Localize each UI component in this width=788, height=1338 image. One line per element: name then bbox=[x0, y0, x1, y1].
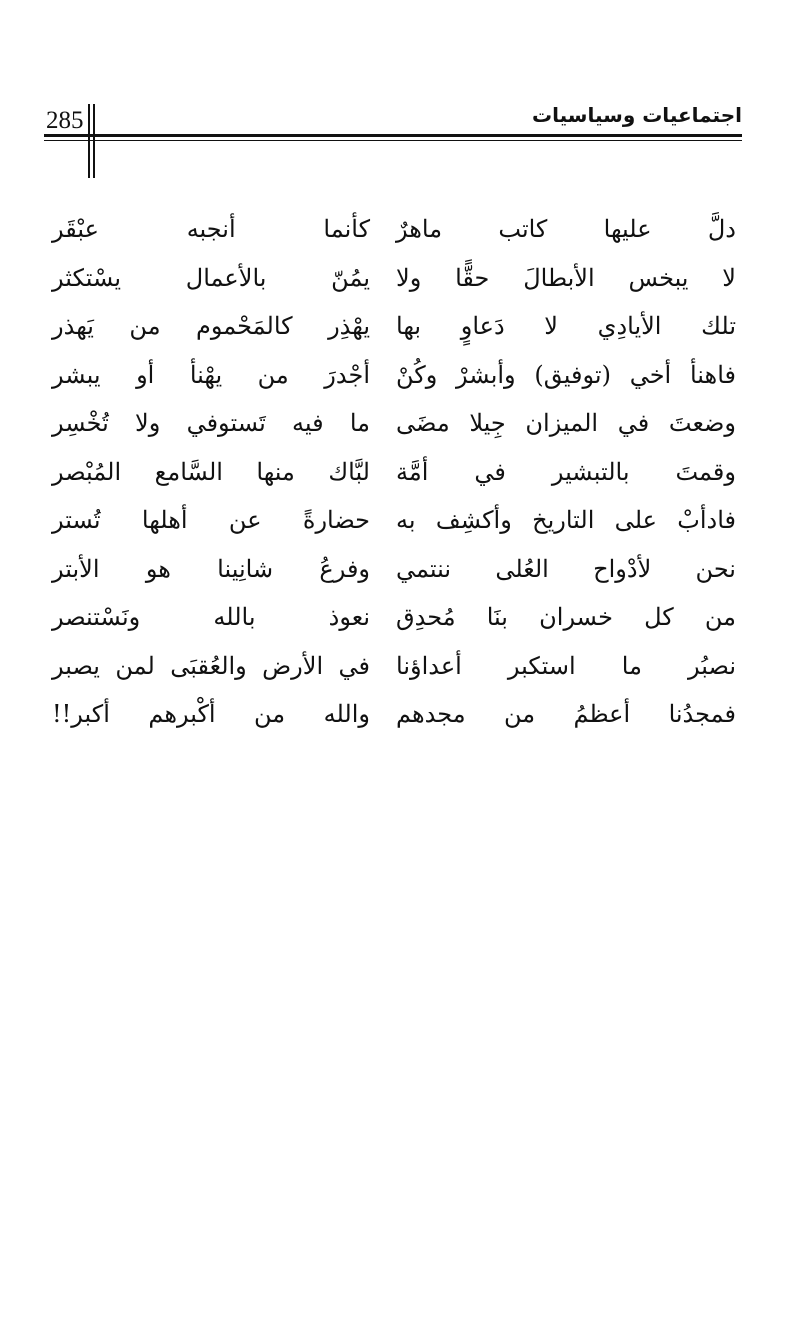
verse-first-hemistich: لا يبخس الأبطالَ حقًّا ولا bbox=[396, 263, 736, 292]
verse-first-hemistich: دلَّ عليها كاتب ماهرٌ bbox=[396, 215, 736, 243]
verse-second-hemistich: يهْذِر كالمَحْموم من يَهذر bbox=[52, 312, 370, 340]
verse-first-hemistich: فاهنأ أخي (توفيق) وأبشرْ وكُنْ bbox=[396, 360, 736, 389]
verse-first-hemistich: وقمتَ بالتبشير في أمَّة bbox=[396, 457, 736, 486]
verse-second-hemistich: حضارةً عن أهلها تُستر bbox=[52, 506, 370, 534]
verse-second-hemistich: لبَّاك منها السَّامع المُبْصر bbox=[52, 457, 370, 486]
verse-second-hemistich: نعوذ بالله ونَسْتنصر bbox=[52, 603, 370, 631]
header-rule-thick bbox=[44, 134, 742, 137]
header-vertical-bar bbox=[88, 104, 90, 178]
page-number: 285 bbox=[46, 107, 84, 134]
verse-first-hemistich: فمجدُنا أعظمُ من مجدهم bbox=[396, 700, 736, 728]
verse-second-hemistich: في الأرض والعُقبَى لمن يصبر bbox=[52, 651, 370, 680]
verse-second-hemistich: كأنما أنجبه عبْقَر bbox=[52, 215, 370, 243]
verse-first-hemistich: فادأبْ على التاريخ وأكشِف به bbox=[396, 506, 736, 534]
verse-second-hemistich: ما فيه تَستوفي ولا تُخْسِر bbox=[52, 409, 370, 437]
verse-second-hemistich: والله من أكْبرهم أكبر!! bbox=[52, 700, 370, 728]
header-vertical-bar bbox=[93, 104, 95, 178]
poem-left-column bbox=[52, 206, 370, 740]
verse-second-hemistich: وفرعُ شانِينا هو الأبتر bbox=[52, 554, 370, 583]
header-rule-thin bbox=[44, 140, 742, 141]
running-header-title: اجتماعيات وسياسيات bbox=[532, 103, 742, 127]
verse-first-hemistich: وضعتَ في الميزان جِيلا مضَى bbox=[396, 409, 736, 437]
verse-second-hemistich: أجْدرَ من يهْنأ أو يبشر bbox=[52, 360, 370, 389]
verse-first-hemistich: تلك الأيادِي لا دَعاوٍ بها bbox=[396, 312, 736, 340]
verse-first-hemistich: نصبُر ما استكبر أعداؤنا bbox=[396, 651, 736, 680]
verse-first-hemistich: نحن لأدْواح العُلى ننتمي bbox=[396, 554, 736, 583]
verse-second-hemistich: يمُنّ بالأعمال يسْتكثر bbox=[52, 263, 370, 292]
verse-first-hemistich: من كل خسران بنَا مُحدِق bbox=[396, 603, 736, 631]
poem-right-column bbox=[396, 206, 736, 740]
